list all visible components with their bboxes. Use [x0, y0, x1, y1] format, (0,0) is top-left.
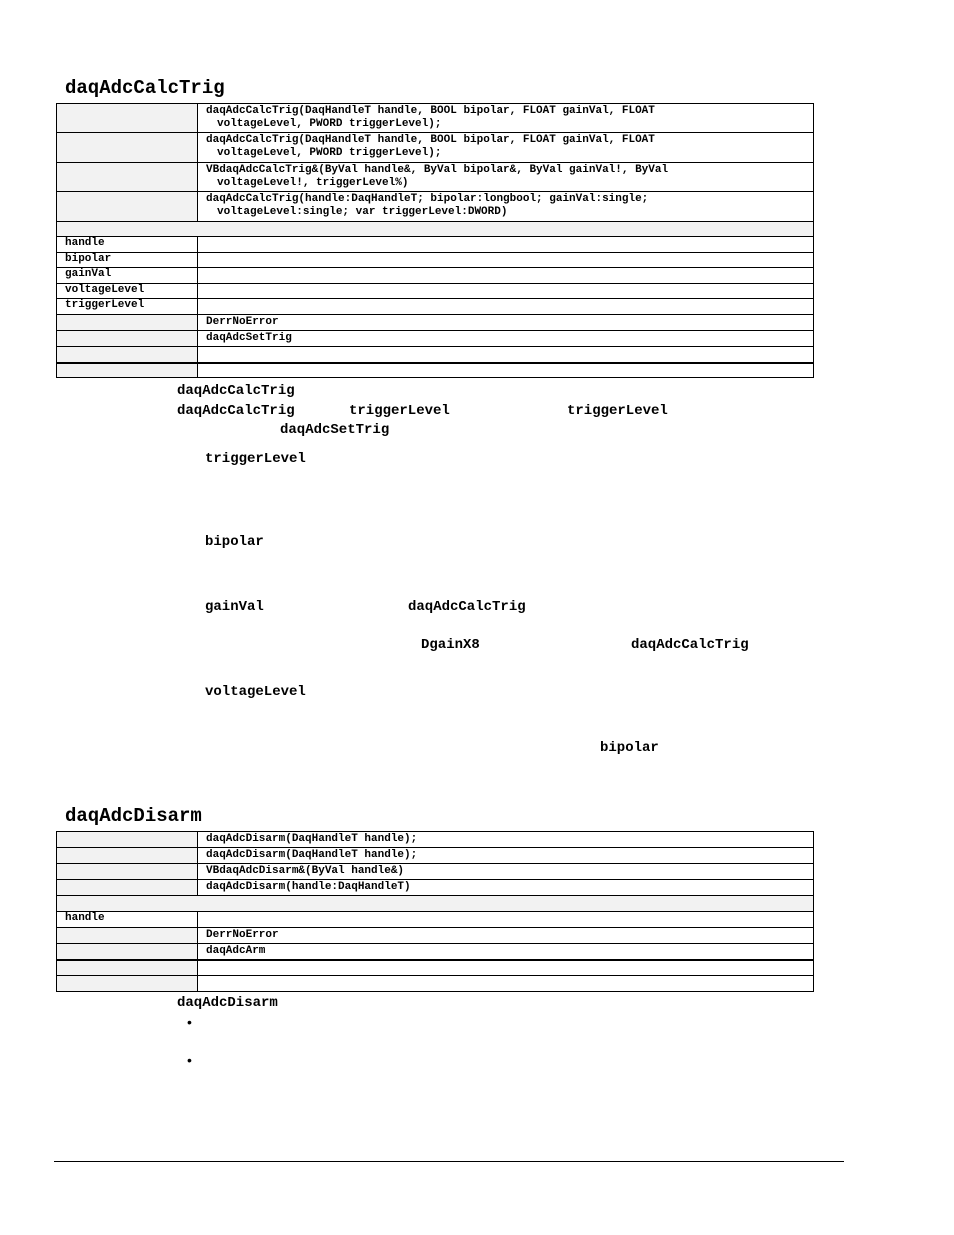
returns-value: DerrNoError	[198, 928, 814, 944]
signature-cell: daqAdcCalcTrig(DaqHandleT handle, BOOL bipolar, FLOAT gainVal, FLOAT voltageLevel, PWORD triggerLevel);	[198, 133, 814, 163]
table-row	[57, 347, 814, 363]
signature-cell: daqAdcDisarm(DaqHandleT handle);	[198, 848, 814, 864]
table-row	[57, 363, 814, 378]
table-row	[57, 192, 814, 222]
table-row	[57, 268, 814, 284]
param-heading: triggerLevel	[205, 451, 306, 467]
param-name: gainVal	[57, 268, 198, 284]
table-row	[57, 976, 814, 992]
constant-name: DgainX8	[421, 637, 480, 653]
bullet-point: •	[187, 1052, 192, 1068]
table-row	[57, 299, 814, 315]
table-row	[57, 912, 814, 928]
table-row	[57, 928, 814, 944]
param-name: handle	[57, 912, 198, 928]
table-row	[57, 960, 814, 976]
fn-name: daqAdcDisarm	[177, 995, 278, 1011]
param-heading: bipolar	[205, 534, 264, 550]
table-row	[57, 163, 814, 192]
table-row	[57, 104, 814, 133]
param-heading: voltageLevel	[205, 684, 306, 700]
param-name: voltageLevel	[57, 284, 198, 299]
returns-value: DerrNoError	[198, 315, 814, 331]
param-ref: bipolar	[600, 740, 659, 756]
table-row	[57, 832, 814, 848]
table-row	[57, 864, 814, 880]
calc-spec-table	[56, 103, 814, 378]
param-name: handle	[57, 237, 198, 253]
param-name: triggerLevel	[57, 299, 198, 315]
table-row	[57, 944, 814, 960]
bullet-point: •	[187, 1014, 192, 1030]
param-heading: gainVal	[205, 599, 264, 615]
table-row	[57, 880, 814, 896]
fn-name: daqAdcCalcTrig	[408, 599, 526, 615]
fn-name: daqAdcSetTrig	[280, 422, 390, 438]
section-title-disarm: daqAdcDisarm	[65, 805, 202, 827]
table-row	[57, 331, 814, 347]
signature-cell: VBdaqAdcDisarm&(ByVal handle&)	[198, 864, 814, 880]
param-ref: triggerLevel	[349, 403, 450, 419]
signature-cell: daqAdcCalcTrig(DaqHandleT handle, BOOL bipolar, FLOAT gainVal, FLOAT voltageLevel, PWORD triggerLevel);	[198, 104, 814, 133]
signature-cell: daqAdcDisarm(DaqHandleT handle);	[198, 832, 814, 848]
table-row	[57, 133, 814, 163]
disarm-spec-table	[56, 831, 814, 992]
signature-cell: daqAdcDisarm(handle:DaqHandleT)	[198, 880, 814, 896]
see-also-value: daqAdcSetTrig	[198, 331, 814, 347]
fn-name: daqAdcCalcTrig	[177, 383, 295, 399]
footer-rule	[54, 1161, 844, 1162]
param-name: bipolar	[57, 253, 198, 268]
table-row	[57, 315, 814, 331]
signature-cell: VBdaqAdcCalcTrig&(ByVal handle&, ByVal bipolar&, ByVal gainVal!, ByVal voltageLevel!, triggerLevel%)	[198, 163, 814, 192]
table-row	[57, 284, 814, 299]
table-row	[57, 848, 814, 864]
table-row	[57, 253, 814, 268]
table-row	[57, 896, 814, 912]
section-title-calc: daqAdcCalcTrig	[65, 77, 225, 99]
signature-cell: daqAdcCalcTrig(handle:DaqHandleT; bipolar:longbool; gainVal:single; voltageLevel:single; var triggerLevel:DWORD)	[198, 192, 814, 222]
see-also-value: daqAdcArm	[198, 944, 814, 960]
table-row	[57, 237, 814, 253]
fn-name: daqAdcCalcTrig	[177, 403, 295, 419]
param-ref: triggerLevel	[567, 403, 668, 419]
table-row	[57, 222, 814, 237]
fn-name: daqAdcCalcTrig	[631, 637, 749, 653]
